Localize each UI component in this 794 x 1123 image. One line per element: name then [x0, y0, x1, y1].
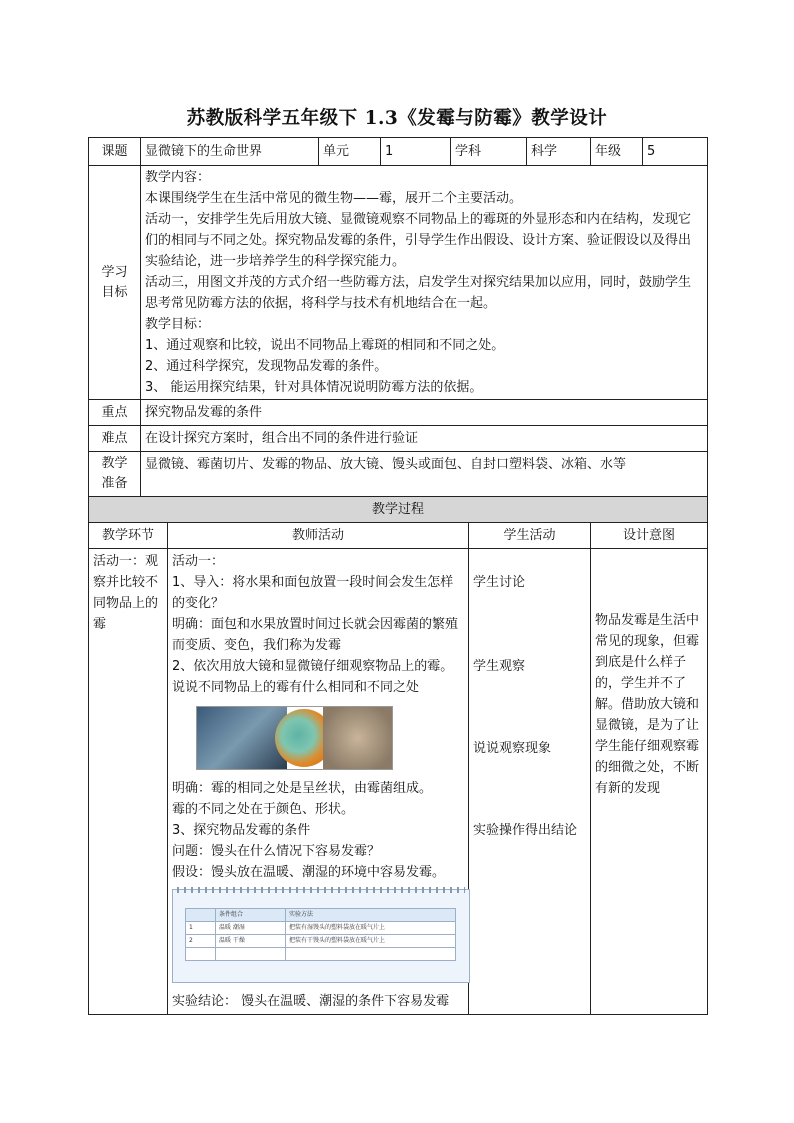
goals-line: 教学目标：	[145, 317, 211, 332]
unit-value: 1	[381, 138, 451, 166]
goals-line: 2、通过科学探究，发现物品发霉的条件。	[145, 359, 388, 374]
unit-label: 单元	[319, 138, 381, 166]
goals-line: 3、 能运用探究结果，针对具体情况说明防霉方法的依据。	[145, 380, 483, 395]
grade-value: 5	[643, 138, 708, 166]
stage-cell: 活动一：观察并比较不同物品上的霉	[89, 549, 168, 1015]
teacher-conclusion: 实验结论： 馒头在温暖、潮湿的条件下容易发霉	[172, 994, 450, 1009]
subject-value: 科学	[527, 138, 591, 166]
exp-header-blank	[186, 909, 216, 922]
teacher-text: 3、探究物品发霉的条件	[172, 823, 311, 838]
materials-value: 显微镜、霉菌切片、发霉的物品、放大镜、馒头或面包、自封口塑料袋、冰箱、水等	[141, 452, 708, 497]
goals-row	[89, 166, 708, 400]
process-section-title: 教学过程	[89, 497, 708, 523]
difficulty-value: 在设计探究方案时，组合出不同的条件进行验证	[141, 426, 708, 452]
goals-content	[141, 166, 708, 400]
student-activity: 学生讨论	[473, 575, 526, 590]
goals-label	[89, 166, 141, 400]
materials-row	[89, 452, 708, 497]
goals-line: 活动一，安排学生先后用放大镜、显微镜观察不同物品上的霉斑的外显形态和内在结构，发现它们的相同与不同之处。探究物品发霉的条件，引导学生作出假设、设计方案、验证假设以及得出实验结论，进一步培养学生的科学探究能力。	[145, 212, 692, 269]
subject-label: 学科	[451, 138, 527, 166]
goals-label-line1: 学习	[101, 264, 128, 280]
student-cell	[469, 549, 591, 1015]
process-header-row	[89, 523, 708, 549]
moldy-bread-image	[323, 707, 392, 769]
lesson-plan-table	[88, 137, 708, 1015]
activity-one-row	[89, 549, 708, 1015]
goals-line: 活动三，用图文并茂的方式介绍一些防霉方法，启发学生对探究结果加以应用，同时，鼓励学生思考常见防霉方法的依据，将科学与技术有机地结合在一起。	[145, 275, 692, 311]
experiment-table-image	[172, 889, 470, 983]
key-point-row	[89, 400, 708, 426]
topic-value: 显微镜下的生命世界	[141, 138, 319, 166]
teacher-text: 2、依次用放大镜和显微镜仔细观察物品上的霉。说说不同物品上的霉有什么相同和不同之处	[172, 659, 454, 695]
goals-line: 1、通过观察和比较，说出不同物品上霉斑的相同和不同之处。	[145, 338, 505, 353]
materials-label	[89, 452, 141, 497]
student-activity: 学生观察	[473, 659, 526, 674]
student-with-magnifier-image	[197, 707, 287, 769]
exp-row-number: 1	[186, 922, 216, 935]
col-intent: 设计意图	[591, 523, 708, 549]
page-title: 苏教版科学五年级下 1.3《发霉与防霉》教学设计	[186, 108, 608, 129]
materials-label-line1: 教学	[101, 456, 128, 471]
intent-text: 物品发霉是生活中常见的现象，但霉到底是什么样子的，学生并不了解。借助放大镜和显微镜，是为了让学生能仔细观察霉的细微之处，不断有新的发现	[595, 613, 700, 796]
exp-header-condition: 条件组合	[216, 909, 286, 922]
key-point-label: 重点	[89, 400, 141, 426]
exp-row-method: 把装有湿馒头的塑料袋放在暖气片上	[286, 922, 456, 935]
exp-row-method: 把装有干馒头的塑料袋放在暖气片上	[286, 935, 456, 948]
experiment-table	[185, 908, 456, 961]
difficulty-label: 难点	[89, 426, 141, 452]
col-stage: 教学环节	[89, 523, 168, 549]
exp-row-condition: 温暖 干燥	[216, 935, 286, 948]
teacher-text: 假设：馒头放在温暖、潮湿的环境中容易发霉。	[172, 865, 446, 880]
key-point-value: 探究物品发霉的条件	[141, 400, 708, 426]
process-title-row	[89, 497, 708, 523]
exp-header-method: 实验方法	[286, 909, 456, 922]
student-activity: 说说观察现象	[473, 741, 552, 756]
teacher-text: 活动一：	[172, 554, 225, 569]
header-row	[89, 138, 708, 166]
goals-label-line2: 目标	[101, 284, 128, 300]
grade-label: 年级	[591, 138, 643, 166]
col-student: 学生活动	[469, 523, 591, 549]
col-teacher: 教师活动	[168, 523, 469, 549]
topic-label: 课题	[89, 138, 141, 166]
teacher-text: 明确：霉的相同之处是呈丝状，由霉菌组成。	[172, 781, 433, 796]
difficulty-row	[89, 426, 708, 452]
binder-rings	[177, 887, 465, 893]
exp-row-number: 2	[186, 935, 216, 948]
lesson-plan-table-wrapper	[88, 137, 707, 1015]
materials-label-line2: 准备	[101, 476, 128, 491]
teacher-text: 1、导入：将水果和面包放置一段时间会发生怎样的变化？	[172, 575, 454, 611]
exp-row-condition: 温暖 潮湿	[216, 922, 286, 935]
teacher-cell	[168, 549, 469, 1015]
teacher-text: 霉的不同之处在于颜色、形状。	[172, 802, 355, 817]
goals-line: 教学内容：	[145, 170, 211, 185]
mold-observation-photo	[196, 706, 393, 770]
goals-line: 本课围绕学生在生活中常见的微生物——霉，展开二个主要活动。	[145, 191, 523, 206]
student-activity: 实验操作得出结论	[473, 823, 578, 838]
teacher-text: 明确：面包和水果放置时间过长就会因霉菌的繁殖而变质、变色，我们称为发霉	[172, 617, 459, 653]
intent-cell	[591, 549, 708, 1015]
teacher-text: 问题：馒头在什么情况下容易发霉？	[172, 844, 381, 859]
